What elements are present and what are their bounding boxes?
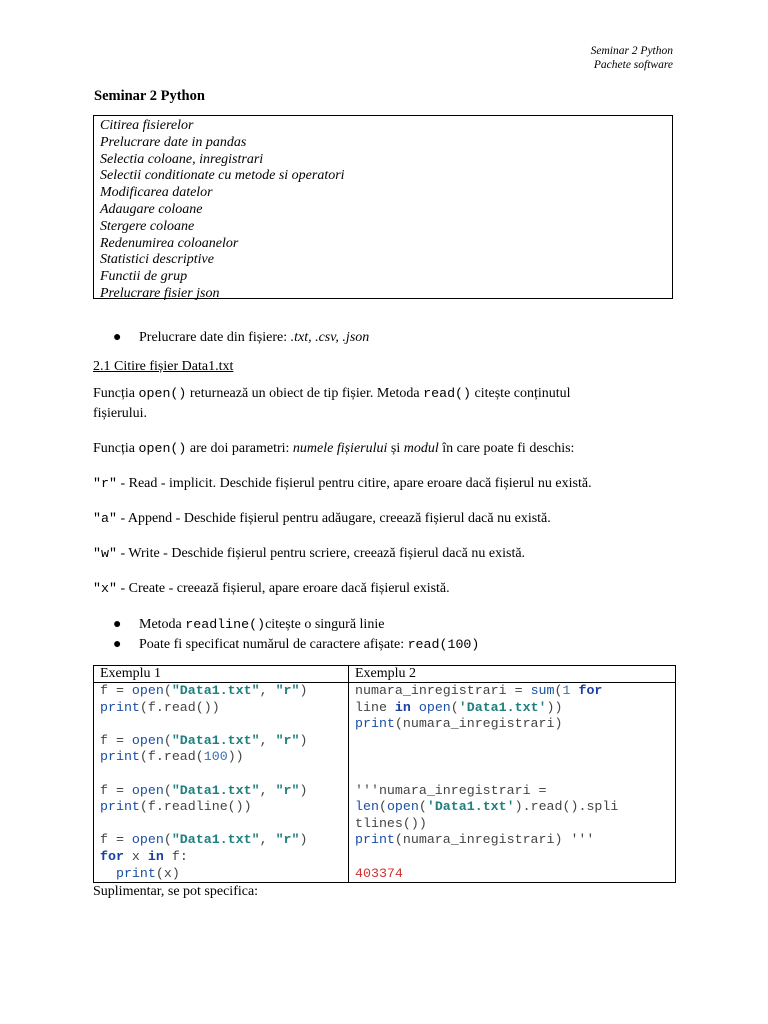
code-cell-example-1: f = open("Data1.txt", "r") print(f.read()) f = open("Data1.txt", "r") print(f.read(100)) f = open("Data1.txt", "r") print(f.readline()) f = open("Data1.txt", "r") for x in f: print(x) bbox=[94, 683, 349, 883]
inline-code: read() bbox=[423, 386, 472, 401]
code-cell-example-2: numara_inregistrari = sum(1 for line in open('Data1.txt')) print(numara_inregistrari) '''numara_inregistrari = len(open('Data1.txt').read().spli tlines()) print(numara_inregistrari) ''' 403374 bbox=[349, 683, 676, 883]
toc-item: Adaugare coloane bbox=[100, 201, 203, 217]
inline-code: read(100) bbox=[407, 637, 480, 652]
toc-item: Statistici descriptive bbox=[100, 252, 214, 268]
paragraph-open-read bbox=[93, 384, 683, 424]
text: în care poate fi deschis: bbox=[438, 441, 575, 456]
bullet-icon: ● bbox=[113, 637, 122, 652]
text: și bbox=[387, 441, 404, 456]
text: - Append - Deschide fișierul pentru adăugare, creează fișierul dacă nu există. bbox=[116, 511, 551, 526]
page-title: Seminar 2 Python bbox=[94, 88, 205, 104]
bullet-icon: ● bbox=[113, 330, 122, 345]
bullet-readline bbox=[113, 615, 384, 635]
text: returnează un obiect de tip fișier. Metoda bbox=[186, 386, 424, 401]
text: fișierului. bbox=[93, 406, 148, 421]
text: Funcția bbox=[93, 386, 139, 401]
mode-write bbox=[93, 544, 683, 564]
text: - Create - creează fișierul, apare eroare dacă fișierul există. bbox=[116, 581, 450, 596]
mode-append bbox=[93, 509, 683, 529]
toc-item: Selectia coloane, inregistrari bbox=[100, 151, 264, 167]
toc-item: Citirea fisierelor bbox=[100, 118, 194, 133]
toc-item: Modificarea datelor bbox=[100, 185, 213, 201]
output-value: 403374 bbox=[355, 865, 403, 881]
toc-item: Redenumirea coloanelor bbox=[100, 235, 239, 251]
header-line-2: Pachete software bbox=[593, 59, 673, 71]
inline-code: "r" bbox=[93, 476, 117, 491]
text: Poate fi specificat numărul de caractere afișate: bbox=[139, 637, 408, 652]
text: citește conținutul bbox=[471, 386, 571, 401]
mode-create bbox=[93, 579, 683, 599]
bullet-text: Prelucrare date din fișiere: bbox=[139, 330, 291, 345]
inline-code: "w" bbox=[93, 546, 117, 561]
text: numele fișierului bbox=[292, 441, 388, 456]
contents-box bbox=[93, 115, 673, 299]
inline-code: "x" bbox=[93, 581, 117, 596]
paragraph-open-params bbox=[93, 439, 683, 459]
bullet-file-types bbox=[113, 328, 369, 348]
text: citește o singură linie bbox=[265, 617, 385, 632]
footer-text: Suplimentar, se pot specifica: bbox=[93, 884, 259, 899]
toc-item: Prelucrare fisier json bbox=[100, 285, 220, 301]
text: modul bbox=[403, 441, 439, 456]
toc-item: Prelucrare date in pandas bbox=[100, 134, 247, 150]
text: Metoda bbox=[139, 617, 186, 632]
text: are doi parametri: bbox=[186, 441, 293, 456]
table-header-example-1: Exemplu 1 bbox=[94, 666, 349, 683]
examples-table bbox=[93, 665, 676, 883]
inline-code: open() bbox=[138, 386, 187, 401]
section-heading: 2.1 Citire fișier Data1.txt bbox=[93, 359, 234, 374]
bullet-icon: ● bbox=[113, 617, 122, 632]
text: Funcția bbox=[93, 441, 139, 456]
toc-item: Functii de grup bbox=[100, 269, 188, 285]
text: - Write - Deschide fișierul pentru scriere, creează fișierul dacă nu există. bbox=[116, 546, 526, 561]
toc-item: Selectii conditionate cu metode si operatori bbox=[100, 168, 345, 184]
inline-code: open() bbox=[138, 441, 187, 456]
file-types: .txt, .csv, .json bbox=[290, 330, 370, 345]
inline-code: "a" bbox=[93, 511, 117, 526]
bullet-read-100 bbox=[113, 635, 479, 655]
inline-code: readline() bbox=[185, 617, 266, 632]
mode-read bbox=[93, 474, 683, 494]
text: - Read - implicit. Deschide fișierul pentru citire, apare eroare dacă fișierul nu există. bbox=[116, 476, 592, 491]
table-header-example-2: Exemplu 2 bbox=[349, 666, 676, 683]
header-line-1: Seminar 2 Python bbox=[590, 45, 673, 57]
toc-item: Stergere coloane bbox=[100, 218, 195, 234]
